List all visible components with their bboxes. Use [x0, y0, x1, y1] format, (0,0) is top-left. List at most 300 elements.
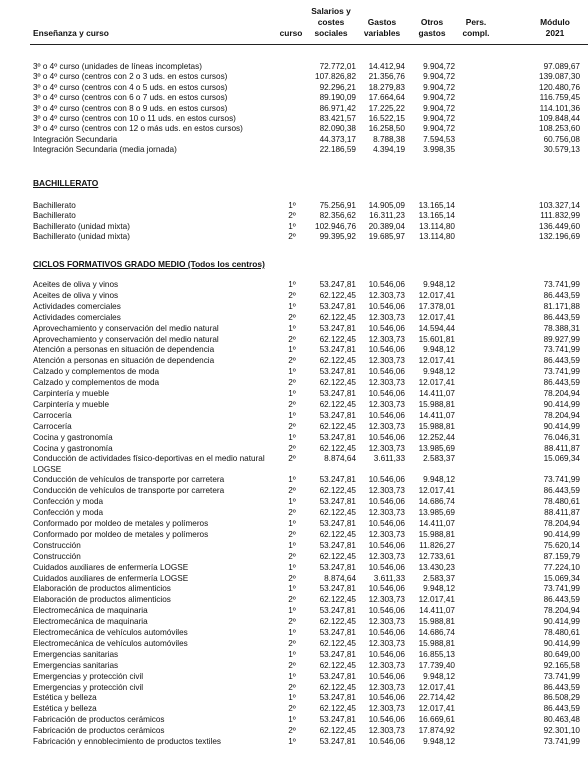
table-row — [0, 574, 588, 584]
row-modulo: 86.443,59 — [543, 595, 580, 605]
row-modulo: 111.832,99 — [540, 211, 580, 221]
table-row — [0, 62, 588, 72]
row-modulo: 120.480,76 — [539, 82, 580, 92]
row-gastos: 12.303,73 — [368, 399, 405, 409]
row-otros: 9.948,12 — [423, 280, 455, 289]
row-otros: 12.017,41 — [418, 704, 455, 714]
row-otros: 14.411,07 — [419, 519, 455, 528]
row-curso: 2º — [288, 356, 296, 366]
table-row — [0, 313, 588, 323]
table-row — [0, 280, 588, 290]
row-gastos: 10.546,06 — [368, 345, 405, 355]
row-modulo: 73.741,99 — [543, 584, 580, 594]
row-gastos: 10.546,06 — [368, 715, 405, 725]
row-otros: 12.017,41 — [418, 290, 455, 300]
table-row — [0, 563, 588, 573]
row-salarios: 53.247,81 — [319, 301, 356, 311]
row-otros: 9.948,12 — [423, 737, 455, 746]
row-curso: 1º — [288, 715, 296, 725]
row-otros: 13.165,14 — [418, 211, 455, 221]
row-otros: 9.904,72 — [423, 72, 455, 82]
row-name: Cocina y gastronomía — [33, 443, 113, 453]
row-gastos: 10.546,06 — [368, 693, 405, 703]
table-row — [0, 683, 588, 693]
row-curso: 2º — [288, 443, 296, 453]
row-otros: 15.988,81 — [418, 529, 455, 539]
row-otros: 13.114,80 — [419, 221, 455, 231]
row-salarios: 82.356,62 — [319, 211, 356, 221]
row-name: Integración Secundaria — [33, 134, 118, 144]
row-curso: 1º — [288, 649, 296, 659]
row-salarios: 44.373,17 — [319, 134, 356, 144]
row-otros: 17.739,40 — [418, 660, 455, 670]
row-otros: 15.988,81 — [418, 638, 455, 648]
row-otros: 17.874,92 — [418, 726, 455, 736]
row-curso: 2º — [288, 334, 296, 344]
header-ensenanza: Enseñanza y curso — [33, 28, 109, 38]
table-row — [0, 628, 588, 638]
row-otros: 12.017,41 — [418, 312, 455, 322]
table-row — [0, 444, 588, 454]
row-modulo: 92.165,58 — [543, 660, 580, 670]
row-otros: 13.430,23 — [418, 562, 455, 572]
row-salarios: 53.247,81 — [319, 519, 356, 528]
row-name: Conducción de vehículos de transporte por carretera — [33, 486, 225, 496]
row-name: Emergencias y protección civil — [33, 671, 144, 681]
row-modulo: 139.087,30 — [539, 72, 580, 82]
row-curso: 2º — [288, 660, 296, 670]
row-otros: 14.411,07 — [419, 389, 455, 398]
row-modulo: 103.327,14 — [539, 201, 580, 210]
row-otros: 12.017,41 — [418, 682, 455, 692]
row-modulo: 30.579,13 — [543, 145, 580, 155]
table-row — [0, 232, 588, 242]
table-row — [0, 345, 588, 355]
row-gastos: 4.394,19 — [373, 145, 405, 155]
row-salarios: 62.122,45 — [319, 356, 356, 366]
row-otros: 7.594,53 — [423, 134, 455, 144]
row-otros: 9.948,12 — [423, 671, 455, 681]
row-gastos: 10.546,06 — [368, 649, 405, 659]
row-gastos: 10.546,06 — [368, 606, 405, 616]
row-modulo: 90.414,99 — [543, 399, 580, 409]
table-row — [0, 356, 588, 366]
row-name: Bachillerato — [33, 201, 76, 210]
row-gastos: 17.664,64 — [368, 93, 405, 103]
table-row — [0, 519, 588, 529]
row-salarios: 53.247,81 — [319, 649, 356, 659]
row-curso: 2º — [288, 312, 296, 322]
row-gastos: 10.546,06 — [368, 671, 405, 681]
row-modulo: 136.449,60 — [539, 221, 580, 231]
table-row — [0, 433, 588, 443]
row-modulo: 80.463,48 — [543, 715, 580, 725]
row-gastos: 12.303,73 — [368, 726, 405, 736]
row-modulo: 108.253,60 — [539, 124, 580, 134]
row-salarios: 62.122,45 — [319, 508, 356, 518]
row-name: Estética y belleza — [33, 693, 97, 703]
row-gastos: 12.303,73 — [368, 617, 405, 627]
row-salarios: 53.247,81 — [319, 280, 356, 289]
row-curso: 1º — [288, 475, 296, 485]
row-salarios: 89.190,09 — [319, 93, 356, 103]
row-salarios: 53.247,81 — [319, 475, 356, 485]
row-name: Fabricación y ennoblecimiento de productos textiles — [33, 737, 221, 746]
table-header — [0, 4, 588, 42]
row-gastos: 10.546,06 — [368, 737, 405, 746]
row-salarios: 86.971,42 — [319, 103, 356, 113]
row-otros: 13.114,80 — [419, 232, 455, 242]
table-row — [0, 552, 588, 562]
header-curso: curso — [279, 28, 303, 38]
row-modulo: 15.069,34 — [543, 573, 580, 583]
row-curso: 1º — [288, 671, 296, 681]
row-modulo: 86.443,59 — [543, 486, 580, 496]
row-name: Carrocería — [33, 421, 72, 431]
row-curso: 2º — [288, 704, 296, 714]
row-curso: 1º — [288, 280, 296, 289]
row-gastos: 16.522,15 — [368, 114, 405, 123]
row-otros: 3.998,35 — [423, 145, 455, 155]
row-otros: 17.378,01 — [418, 301, 455, 311]
table-row — [0, 737, 588, 747]
row-name: Bachillerato — [33, 211, 76, 221]
row-modulo: 132.196,69 — [539, 232, 580, 242]
row-curso: 1º — [288, 201, 296, 210]
row-name: Elaboración de productos alimenticios — [33, 595, 171, 605]
row-name: Actividades comerciales — [33, 312, 121, 322]
table-row — [0, 704, 588, 714]
row-name: Emergencias y protección civil — [33, 682, 144, 692]
table-row — [0, 72, 588, 82]
row-gastos: 10.546,06 — [368, 323, 405, 333]
row-salarios: 8.874,64 — [324, 454, 356, 464]
row-curso: 1º — [288, 221, 296, 231]
table-row — [0, 508, 588, 518]
row-salarios: 53.247,81 — [319, 410, 356, 420]
table-row — [0, 617, 588, 627]
row-gastos: 12.303,73 — [368, 704, 405, 714]
row-gastos: 14.905,09 — [368, 201, 405, 210]
row-salarios: 62.122,45 — [319, 682, 356, 692]
row-salarios: 99.395,92 — [319, 232, 356, 242]
row-name: Construcción — [33, 551, 81, 561]
row-modulo: 86.443,59 — [543, 290, 580, 300]
row-gastos: 12.303,73 — [368, 443, 405, 453]
table-row — [0, 389, 588, 399]
row-modulo: 97.089,67 — [543, 62, 580, 71]
table-row — [0, 715, 588, 725]
row-otros: 9.904,72 — [423, 93, 455, 103]
row-otros: 12.252,44 — [418, 432, 455, 442]
table-row — [0, 541, 588, 551]
row-name: Conformado por moldeo de metales y polímeros — [33, 519, 209, 528]
row-curso: 2º — [288, 682, 296, 692]
row-otros: 14.594,44 — [418, 323, 455, 333]
row-modulo: 90.414,99 — [543, 617, 580, 627]
row-otros: 9.904,72 — [423, 82, 455, 92]
row-modulo: 86.443,59 — [543, 312, 580, 322]
row-curso: 1º — [288, 606, 296, 616]
row-modulo: 81.171,88 — [543, 301, 580, 311]
row-name: Emergencias sanitarias — [33, 660, 119, 670]
row-salarios: 53.247,81 — [319, 671, 356, 681]
row-otros: 12.017,41 — [418, 356, 455, 366]
row-name: Aprovechamiento y conservación del medio natural — [33, 334, 219, 344]
row-otros: 2.583,37 — [423, 454, 455, 464]
row-salarios: 62.122,45 — [319, 421, 356, 431]
row-salarios: 92.296,21 — [319, 82, 356, 92]
row-modulo: 15.069,34 — [543, 454, 580, 464]
row-salarios: 53.247,81 — [319, 323, 356, 333]
row-otros: 9.904,72 — [423, 124, 455, 134]
row-gastos: 3.611,33 — [373, 454, 405, 464]
row-otros: 15.988,81 — [418, 617, 455, 627]
row-modulo: 73.741,99 — [543, 367, 580, 377]
row-otros: 9.948,12 — [423, 475, 455, 485]
row-name: Confección y moda — [33, 497, 104, 507]
row-curso: 1º — [288, 323, 296, 333]
row-curso: 2º — [288, 378, 296, 388]
row-curso: 1º — [288, 410, 296, 420]
row-curso: 1º — [288, 584, 296, 594]
row-name: Carpintería y mueble — [33, 389, 109, 398]
row-salarios: 53.247,81 — [319, 693, 356, 703]
row-gastos: 12.303,73 — [368, 595, 405, 605]
row-gastos: 14.412,94 — [368, 62, 405, 71]
row-modulo: 60.756,08 — [543, 134, 580, 144]
row-name: Fabricación de productos cerámicos — [33, 726, 165, 736]
row-curso: 1º — [288, 540, 296, 550]
table-row — [0, 324, 588, 334]
row-salarios: 53.247,81 — [319, 737, 356, 746]
row-modulo: 78.204,94 — [543, 519, 580, 528]
row-name: Calzado y complementos de moda — [33, 378, 160, 388]
row-name: Atención a personas en situación de dependencia — [33, 356, 215, 366]
row-gastos: 10.546,06 — [368, 519, 405, 528]
row-name: 3º o 4º curso (centros con 8 o 9 uds. en estos cursos) — [33, 103, 228, 113]
row-curso: 2º — [288, 529, 296, 539]
section-title-bachillerato: BACHILLERATO — [33, 178, 99, 188]
row-name: Confección y moda — [33, 508, 104, 518]
row-salarios: 53.247,81 — [319, 584, 356, 594]
row-otros: 13.985,69 — [418, 508, 455, 518]
table-row — [0, 400, 588, 410]
row-name: 3º o 4º curso (centros con 4 o 5 uds. en estos cursos) — [33, 82, 228, 92]
header-modulo: Módulo 2021 — [540, 17, 570, 38]
table-row — [0, 584, 588, 594]
row-name: Cocina y gastronomía — [33, 432, 113, 442]
row-otros: 14.411,07 — [419, 606, 455, 616]
row-otros: 12.017,41 — [418, 486, 455, 496]
table-row — [0, 726, 588, 736]
row-salarios: 53.247,81 — [319, 389, 356, 398]
row-modulo: 78.480,61 — [543, 628, 580, 637]
row-gastos: 10.546,06 — [368, 389, 405, 398]
row-curso: 1º — [288, 562, 296, 572]
row-name: Emergencias sanitarias — [33, 649, 119, 659]
row-otros: 13.165,14 — [418, 201, 455, 210]
row-salarios: 53.247,81 — [319, 367, 356, 377]
row-otros: 14.686,74 — [418, 497, 455, 507]
row-gastos: 10.546,06 — [368, 540, 405, 550]
row-modulo: 77.224,10 — [543, 562, 580, 572]
row-name: Fabricación de productos cerámicos — [33, 715, 165, 725]
row-modulo: 73.741,99 — [543, 280, 580, 289]
row-modulo: 78.480,61 — [543, 497, 580, 507]
table-row — [0, 454, 588, 475]
header-salarios: Salarios y costes sociales — [311, 6, 351, 38]
row-salarios: 62.122,45 — [319, 443, 356, 453]
row-modulo: 73.741,99 — [543, 475, 580, 485]
row-curso: 1º — [288, 367, 296, 377]
table-row — [0, 693, 588, 703]
row-otros: 12.017,41 — [418, 595, 455, 605]
row-modulo: 89.927,99 — [543, 334, 580, 344]
table-row — [0, 422, 588, 432]
row-modulo: 78.204,94 — [543, 410, 580, 420]
row-modulo: 86.443,59 — [543, 356, 580, 366]
row-gastos: 16.311,23 — [369, 211, 405, 221]
row-gastos: 3.611,33 — [373, 573, 405, 583]
row-gastos: 19.685,97 — [368, 232, 405, 242]
row-otros: 11.826,27 — [419, 540, 455, 550]
row-name: Conformado por moldeo de metales y polímeros — [33, 529, 209, 539]
row-salarios: 53.247,81 — [319, 432, 356, 442]
row-salarios: 8.874,64 — [324, 573, 356, 583]
row-otros: 14.411,07 — [419, 410, 455, 420]
row-curso: 2º — [288, 508, 296, 518]
table-row — [0, 335, 588, 345]
row-otros: 13.985,69 — [418, 443, 455, 453]
row-gastos: 12.303,73 — [368, 638, 405, 648]
row-salarios: 22.186,59 — [319, 145, 356, 155]
row-otros: 12.733,61 — [418, 551, 455, 561]
row-name: Aceites de oliva y vinos — [33, 290, 119, 300]
row-modulo: 86.443,59 — [543, 682, 580, 692]
row-gastos: 12.303,73 — [368, 551, 405, 561]
row-name: Actividades comerciales — [33, 301, 121, 311]
row-name: Electromecánica de vehículos automóviles — [33, 628, 188, 637]
row-otros: 9.904,72 — [423, 114, 455, 123]
row-salarios: 62.122,45 — [319, 595, 356, 605]
row-modulo: 75.620,14 — [543, 540, 580, 550]
header-divider — [30, 44, 588, 45]
row-curso: 1º — [288, 519, 296, 528]
row-modulo: 92.301,10 — [543, 726, 580, 736]
row-gastos: 10.546,06 — [368, 562, 405, 572]
row-curso: 1º — [288, 345, 296, 355]
row-gastos: 21.356,76 — [368, 72, 405, 82]
row-modulo: 90.414,99 — [543, 421, 580, 431]
table-row — [0, 378, 588, 388]
row-name: Conducción de vehículos de transporte por carretera — [33, 475, 225, 485]
row-gastos: 12.303,73 — [368, 421, 405, 431]
row-salarios: 102.946,76 — [315, 221, 356, 231]
row-name: 3º o 4º curso (centros con 2 o 3 uds. en estos cursos) — [33, 72, 228, 82]
row-modulo: 109.848,44 — [539, 114, 580, 123]
row-salarios: 62.122,45 — [319, 312, 356, 322]
row-curso: 2º — [288, 399, 296, 409]
row-gastos: 12.303,73 — [368, 508, 405, 518]
table-row — [0, 302, 588, 312]
table-row — [0, 606, 588, 616]
row-curso: 2º — [288, 454, 296, 464]
row-curso: 2º — [288, 211, 296, 221]
table-row — [0, 145, 588, 155]
table-row — [0, 222, 588, 232]
row-salarios: 62.122,45 — [319, 726, 356, 736]
table-row — [0, 367, 588, 377]
row-curso: 2º — [288, 638, 296, 648]
row-salarios: 53.247,81 — [319, 562, 356, 572]
table-row — [0, 639, 588, 649]
row-salarios: 75.256,91 — [319, 201, 356, 210]
row-name: Carrocería — [33, 410, 72, 420]
row-salarios: 53.247,81 — [319, 497, 356, 507]
row-gastos: 12.303,73 — [368, 312, 405, 322]
row-gastos: 10.546,06 — [368, 432, 405, 442]
row-name: Construcción — [33, 540, 81, 550]
row-name: 3º o 4º curso (centros con 6 o 7 uds. en estos cursos) — [33, 93, 228, 103]
row-otros: 15.988,81 — [418, 421, 455, 431]
row-salarios: 62.122,45 — [319, 617, 356, 627]
table-row — [0, 486, 588, 496]
table-row — [0, 104, 588, 114]
row-modulo: 86.508,29 — [543, 693, 580, 703]
row-curso: 2º — [288, 551, 296, 561]
row-gastos: 18.279,83 — [368, 82, 405, 92]
row-gastos: 10.546,06 — [368, 628, 405, 637]
row-name: Electromecánica de vehículos automóviles — [33, 638, 188, 648]
row-name: 3º o 4º curso (centros con 12 o más uds. en estos cursos) — [33, 124, 243, 134]
row-modulo: 78.204,94 — [543, 389, 580, 398]
row-gastos: 12.303,73 — [368, 486, 405, 496]
row-curso: 2º — [288, 726, 296, 736]
row-modulo: 73.741,99 — [543, 345, 580, 355]
row-curso: 1º — [288, 693, 296, 703]
row-salarios: 62.122,45 — [319, 638, 356, 648]
header-otros: Otros gastos — [418, 17, 446, 38]
row-otros: 15.988,81 — [418, 399, 455, 409]
row-salarios: 53.247,81 — [319, 715, 356, 725]
row-modulo: 88.411,87 — [544, 508, 580, 518]
table-row — [0, 211, 588, 221]
row-name: Carpintería y mueble — [33, 399, 109, 409]
row-gastos: 12.303,73 — [368, 660, 405, 670]
row-curso: 2º — [288, 573, 296, 583]
row-modulo: 73.741,99 — [543, 671, 580, 681]
row-salarios: 62.122,45 — [319, 378, 356, 388]
row-otros: 12.017,41 — [418, 378, 455, 388]
row-salarios: 62.122,45 — [319, 704, 356, 714]
row-curso: 1º — [288, 432, 296, 442]
row-otros: 9.948,12 — [423, 345, 455, 355]
row-salarios: 53.247,81 — [319, 606, 356, 616]
row-otros: 9.948,12 — [423, 367, 455, 377]
row-salarios: 62.122,45 — [319, 529, 356, 539]
row-modulo: 87.159,79 — [543, 551, 580, 561]
row-curso: 2º — [288, 617, 296, 627]
table-row — [0, 650, 588, 660]
row-modulo: 90.414,99 — [543, 529, 580, 539]
row-curso: 2º — [288, 486, 296, 496]
table-row — [0, 291, 588, 301]
row-modulo: 86.443,59 — [543, 378, 580, 388]
row-curso: 1º — [288, 389, 296, 398]
row-gastos: 10.546,06 — [368, 475, 405, 485]
row-modulo: 114.101,36 — [539, 103, 580, 113]
